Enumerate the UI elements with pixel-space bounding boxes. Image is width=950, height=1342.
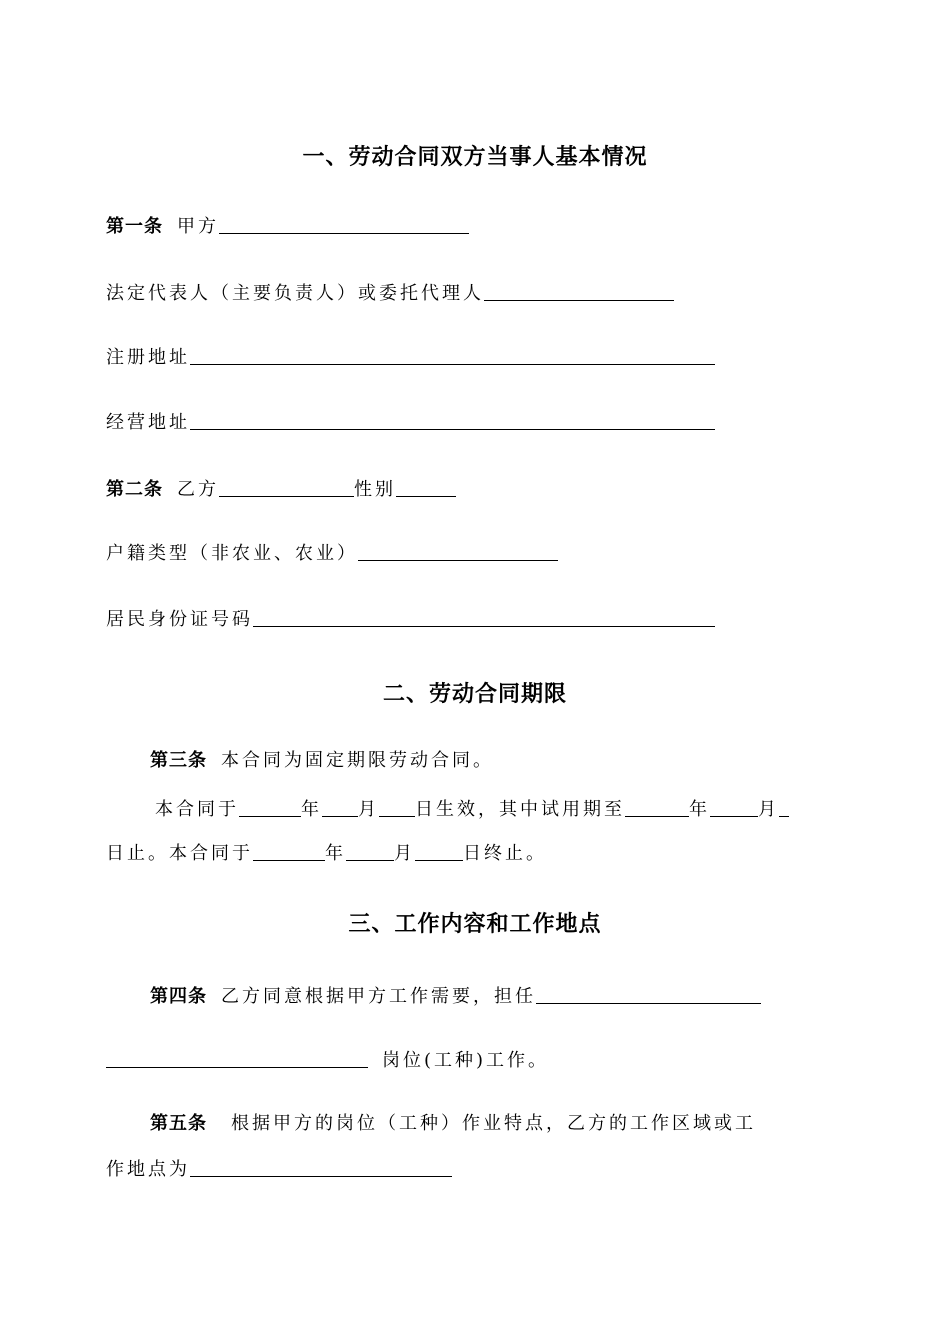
hukou-blank[interactable] [358, 540, 558, 561]
party-b-label: 乙方 [177, 479, 219, 500]
term-line-2 [106, 840, 547, 866]
term-end-text: 日止。本合同于 [106, 843, 253, 864]
article-3-text: 本合同为固定期限劳动合同。 [221, 750, 494, 771]
id-number-blank[interactable] [253, 606, 715, 627]
article-5-line [150, 1112, 756, 1136]
id-number-label: 居民身份证号码 [106, 609, 253, 630]
article-2-line [106, 476, 456, 502]
legal-rep-line [106, 280, 674, 306]
article-4-line-2 [106, 1047, 549, 1073]
year-label: 年 [689, 799, 710, 820]
biz-address-line [106, 409, 715, 435]
id-number-line [106, 606, 715, 632]
year-label: 年 [301, 799, 322, 820]
start-day-blank[interactable] [379, 796, 415, 817]
start-month-blank[interactable] [322, 796, 358, 817]
month-label: 月 [394, 843, 415, 864]
article-1-line [106, 213, 469, 239]
article-4-line [150, 983, 761, 1009]
workplace-label: 作地点为 [106, 1159, 190, 1180]
section-heading-2: 二、劳动合同期限 [382, 682, 567, 707]
term-start-text: 本合同于 [155, 799, 239, 820]
legal-rep-label: 法定代表人（主要负责人）或委托代理人 [106, 283, 484, 304]
article-3-line [150, 749, 494, 773]
post-label: 岗位(工种)工作。 [382, 1050, 550, 1071]
hukou-label: 户籍类型（非农业、农业） [106, 543, 358, 564]
section-heading-1: 一、劳动合同双方当事人基本情况 [302, 145, 648, 170]
position-blank-2[interactable] [106, 1047, 368, 1068]
probation-text: 日生效，其中试用期至 [415, 799, 625, 820]
end-year-blank[interactable] [253, 840, 325, 861]
article-5-line-2 [106, 1156, 452, 1182]
article-4-label: 第四条 [150, 986, 207, 1007]
workplace-blank[interactable] [190, 1156, 452, 1177]
legal-rep-blank[interactable] [484, 280, 674, 301]
end-month-blank[interactable] [346, 840, 394, 861]
reg-address-blank[interactable] [190, 344, 715, 365]
gender-label: 性别 [354, 479, 396, 500]
biz-address-blank[interactable] [190, 409, 715, 430]
reg-address-line [106, 344, 715, 370]
article-5-text: 根据甲方的岗位（工种）作业特点，乙方的工作区域或工 [231, 1113, 756, 1134]
party-a-blank[interactable] [219, 213, 469, 234]
gender-blank[interactable] [396, 476, 456, 497]
position-blank[interactable] [536, 983, 761, 1004]
month-label: 月 [758, 799, 779, 820]
probation-month-blank[interactable] [710, 796, 758, 817]
biz-address-label: 经营地址 [106, 412, 190, 433]
probation-day-blank[interactable] [779, 796, 789, 817]
article-1-label: 第一条 [106, 216, 163, 237]
reg-address-label: 注册地址 [106, 347, 190, 368]
month-label: 月 [358, 799, 379, 820]
term-end-suffix: 日终止。 [463, 843, 547, 864]
term-line-1 [155, 796, 789, 822]
hukou-line [106, 540, 558, 566]
end-day-blank[interactable] [415, 840, 463, 861]
article-3-label: 第三条 [150, 750, 207, 771]
article-5-label: 第五条 [150, 1113, 207, 1134]
party-a-label: 甲方 [177, 216, 219, 237]
probation-year-blank[interactable] [625, 796, 689, 817]
party-b-blank[interactable] [219, 476, 354, 497]
article-2-label: 第二条 [106, 479, 163, 500]
year-label: 年 [325, 843, 346, 864]
start-year-blank[interactable] [239, 796, 301, 817]
section-heading-3: 三、工作内容和工作地点 [348, 912, 602, 937]
article-4-text: 乙方同意根据甲方工作需要，担任 [221, 986, 536, 1007]
